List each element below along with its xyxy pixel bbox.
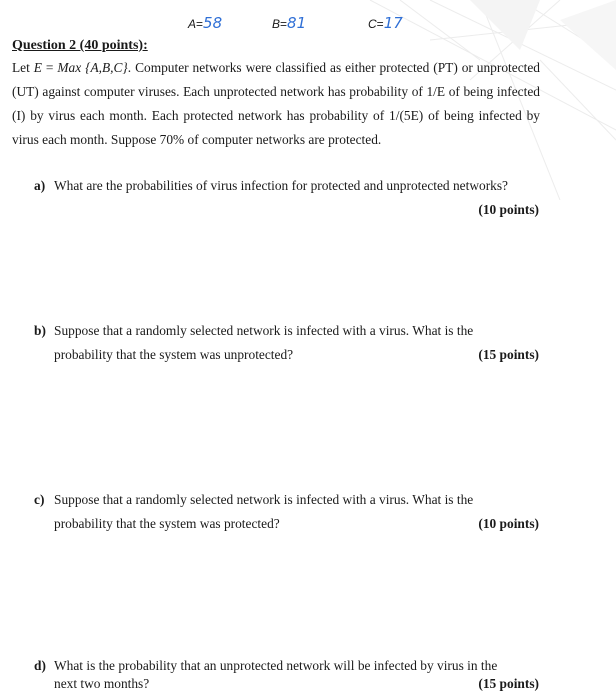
question-text-line2: probability that the system was protected? [54, 516, 280, 531]
question-text: What are the probabilities of virus infection for protected and unprotected networks? [54, 178, 508, 193]
question-points: (15 points) [478, 676, 539, 691]
question-a [34, 174, 539, 222]
question-text: What is the probability that an unprotected network will be infected by virus in the [54, 658, 498, 673]
question-points: (10 points) [478, 202, 539, 217]
value-b: B=81 [272, 14, 307, 32]
value-c: C=17 [368, 14, 403, 32]
question-letter: d) [34, 658, 46, 673]
question-c [34, 488, 539, 536]
given-values [188, 14, 428, 36]
question-letter: b) [34, 323, 46, 338]
value-a: A=58 [188, 14, 223, 32]
question-letter: a) [34, 178, 46, 193]
question-d [34, 657, 539, 693]
question-b [34, 319, 539, 367]
question-text-line2: probability that the system was unprotected? [54, 347, 294, 362]
question-text: Suppose that a randomly selected network is infected with a virus. What is the [54, 323, 474, 338]
question-intro: Let E = Max {A,B,C}. Computer networks were classified as either protected (PT) or unprotected (UT) against computer viruses. Each unprotected network has probability of 1/E of being infected (I) by virus each month. Each protected network has probability of 1/(5E) of being infected by virus each month. Suppose 70% of computer networks are protected. [12, 60, 540, 147]
question-text: Suppose that a randomly selected network is infected with a virus. What is the [54, 492, 474, 507]
question-letter: c) [34, 492, 45, 507]
question-title: Question 2 (40 points): [12, 38, 148, 53]
question-points: (15 points) [478, 347, 539, 362]
question-text-line2: next two months? [54, 676, 150, 691]
question-points: (10 points) [478, 516, 539, 531]
